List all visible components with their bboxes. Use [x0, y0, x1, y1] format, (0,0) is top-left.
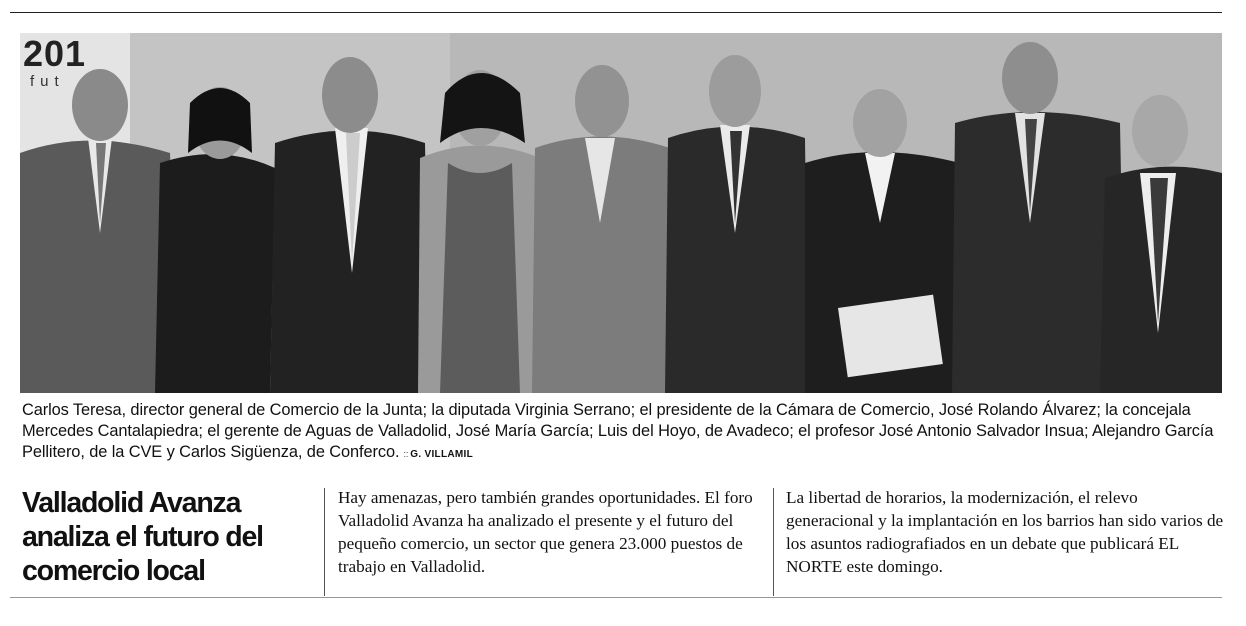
article-headline: Valladolid Avanza analiza el futuro del comercio local: [22, 487, 263, 587]
article-column-2: La libertad de horarios, la modernización, el relevo generacional y la implantación en los barrios han sido varios de los asuntos radiografiados en un debate que publicará EL NORTE este domingo.: [786, 488, 1224, 576]
backdrop-logo-subtext: fut: [30, 73, 65, 90]
photo-figures: [20, 33, 1222, 393]
article-column-1: Hay amenazas, pero también grandes oportunidades. El foro Valladolid Avanza ha analizado el presente y el futuro del pequeño comercio, un sector que genera 23.000 puestos de trabajo en Valladolid.: [338, 488, 753, 576]
photo-caption: [22, 400, 1222, 465]
photo-credit: G. VILLAMIL: [410, 449, 474, 460]
backdrop-logo-text: 201: [23, 33, 87, 74]
column-rule-2: [773, 488, 774, 596]
credit-mark: ::: [403, 449, 409, 459]
column-rule-1: [324, 488, 325, 596]
top-rule: [10, 12, 1222, 13]
bottom-rule: [10, 597, 1222, 598]
group-photo: [20, 33, 1222, 393]
caption-text: Carlos Teresa, director general de Comercio de la Junta; la diputada Virginia Serrano; el presidente de la Cámara de Comercio, José Rolando Álvarez; la concejala Mercedes Cantalapiedra; el gerente de Aguas de Valladolid, José María García; Luis del Hoyo, de Avadeco; el profesor José Antonio Salvador Insua; Alejandro García Pellitero, de la CVE y Carlos Sigüenza, de Conferco.: [22, 401, 1214, 461]
